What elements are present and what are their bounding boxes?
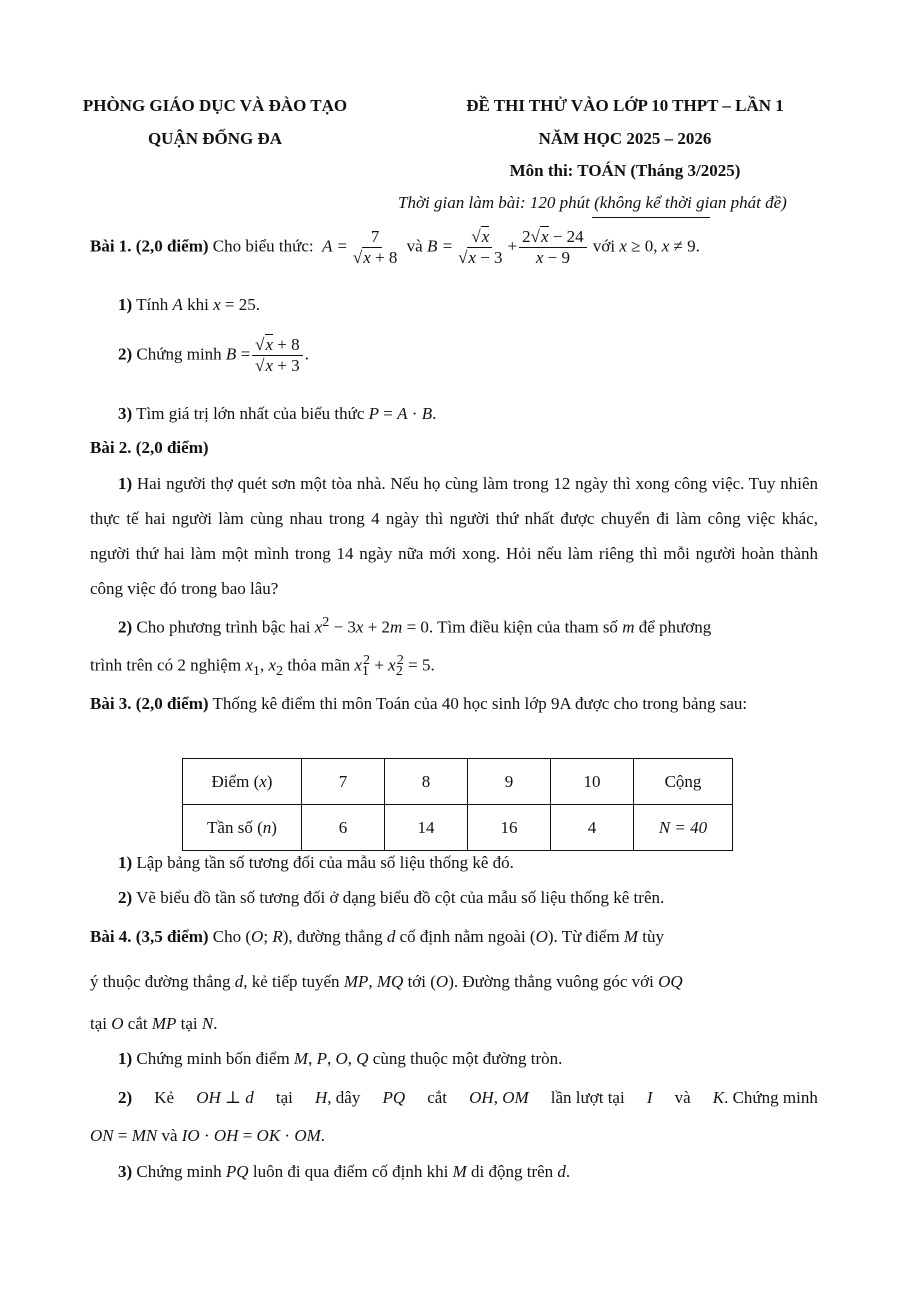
bai2-p2-text-b: . Tìm điều kiện của tham số [428,617,618,637]
school-dept-line1: PHÒNG GIÁO DỤC VÀ ĐÀO TẠO [82,96,348,115]
bai1-q1-when: khi [187,295,209,314]
bai1-q2: 2) Chứng minh B = $\frac{√x + 8}{√x + 3}$ . [118,335,309,375]
bai3-q1-text: Lập bảng tần số tương đối của mẫu số liệu thống kê đó. [136,853,514,872]
frac-B2: $\frac{2√x - 24}{x - 9}$ [519,228,586,267]
bai4-line2: ý thuộc đường thẳng d, kẻ tiếp tuyến MP, MQ tới (O). Đường thẳng vuông góc với OQ [90,972,683,991]
bai1-q1-text: Tính [136,295,169,314]
bai1-condition-expr: x [619,236,627,256]
bai4-q2-line2: ON = MN và IO · OH = OK · OM. [90,1126,326,1145]
bai1-and: và [406,236,423,256]
table-row [183,805,733,851]
bai2-p2-text-c: để phương [638,617,712,637]
table-cell-header: Tần số (n) [183,805,302,851]
bai2-p2-line1: 2) Cho phương trình bậc hai $x^2 - 3x + 2m = 0$. Tìm điều kiện của tham số m để phương [118,614,712,637]
header-underline [592,217,710,218]
bai2-p2-text-e: thỏa mãn [287,655,351,675]
bai2-p2-num: 2) [118,617,133,637]
bai4-q1-num: 1) [118,1049,133,1068]
table-row [183,759,733,805]
bai1-q2-num: 2) [118,344,133,364]
bai1-q3-num: 3) [118,404,133,423]
school-dept-line2: QUẬN ĐỐNG ĐA [147,129,283,148]
bai4-title: Bài 4. (3,5 điểm) [90,927,209,946]
table-cell: Cộng [634,759,733,805]
bai1-title: Bài 1. (2,0 điểm) [90,236,209,256]
bai1-q2-text: Chứng minh [136,344,222,364]
bai1-intro: Cho biểu thức: [212,236,314,256]
bai3-intro [90,686,818,721]
bai2-p1-num: 1) [118,474,133,493]
bai4-q2-num: 2) [118,1088,133,1107]
frac-A: $\frac{7}{√x + 8}$ [352,227,398,267]
table-cell: 4 [551,805,634,851]
bai4-line1: Bài 4. (3,5 điểm) Cho (O; R), đường thẳng d cố định nằm ngoài (O). Từ điểm M tùy [90,927,664,946]
bai1-cond: với [592,236,616,256]
bai3-q2-num: 2) [118,888,133,907]
bai2-p2-text-a: Cho phương trình bậc hai [136,617,311,637]
table-cell: N = 40 [634,805,733,851]
frac-B-simplified: $\frac{√x + 8}{√x + 3}$ [252,336,302,375]
table-cell: 8 [385,759,468,805]
bai2-p2-text-d: trình trên có 2 nghiệm [90,655,242,675]
bai4-q3-num: 3) [118,1162,133,1181]
table-cell: 14 [385,805,468,851]
bai2-p1-text: Hai người thợ quét sơn một tòa nhà. Nếu họ cùng làm trong 12 ngày thì xong công việc. Tuy nhiên thực tế hai người làm cùng nhau trong 4 ngày thì người thứ nhất được chuyển đi làm công việc khác, người thứ hai làm một mình trong 14 ngày nữa mới xong. Hỏi nếu làm riêng thì mỗi người hoàn thành công việc đó trong bao lâu? [90,474,819,598]
bai3-q2-text: Vẽ biểu đồ tần số tương đối ở dạng biểu đồ cột của mẫu số liệu thống kê trên. [136,888,665,907]
bai4-q3: 3) Chứng minh PQ luôn đi qua điểm cố định khi M di động trên d. [118,1162,571,1181]
bai2-p2-line2: trình trên có 2 nghiệm $x_1$, $x_2$ thỏa mãn $x_1^2 + x_2^2 = 5$. [90,652,435,680]
bai3-q1 [118,853,514,873]
bai3-q2 [118,888,664,908]
bai1-q1: 1) Tính A khi x = 25. [118,295,260,314]
bai1-q3: 3) Tìm giá trị lớn nhất của biểu thức P = A · B. [118,404,437,423]
expr-B: B = [426,236,454,256]
table-cell: 7 [302,759,385,805]
school-year: NĂM HỌC 2025 – 2026 [538,129,712,148]
expr-A: A = [317,236,348,256]
bai2-title: Bài 2. (2,0 điểm) [90,438,209,457]
exam-title: ĐỀ THI THỬ VÀO LỚP 10 THPT – LẦN 1 [466,96,784,115]
bai4-q1: 1) Chứng minh bốn điểm M, P, O, Q cùng thuộc một đường tròn. [118,1049,563,1068]
table-cell: 9 [468,759,551,805]
bai3-q1-num: 1) [118,853,133,872]
subject-line: Môn thi: TOÁN (Tháng 3/2025) [509,161,741,180]
bai1-q1-num: 1) [118,295,133,314]
bai4-q2-line1: 2) Kẻ OH ⊥ d tại H, dây PQ cắt OH, OM lần lượt tại I và K. Chứng minh [118,1088,818,1107]
bai2-p1 [90,466,818,606]
table-cell-header: Điểm (x) [183,759,302,805]
bai1-q3-text: Tìm giá trị lớn nhất của biểu thức [136,404,365,423]
frequency-table [182,758,733,851]
bai3-title: Bài 3. (2,0 điểm) [90,694,209,713]
bai1-header-line: Bài 1. (2,0 điểm) Cho biểu thức: A = $\frac{7}{√x + 8}$ và B = $\frac{√x}{√x - 3}$ + $\frac{2√x - 24}{x - 9}$ với x ≥ 0, x ≠ 9. [90,227,700,267]
frac-B1: $\frac{√x}{√x - 3}$ [458,227,503,267]
table-cell: 6 [302,805,385,851]
bai4-line3: tại O cắt MP tại N. [90,1014,218,1033]
time-note: Thời gian làm bài: 120 phút (không kể thời gian phát đề) [398,193,787,212]
table-cell: 10 [551,759,634,805]
table-cell: 16 [468,805,551,851]
bai3-text: Thống kê điểm thi môn Toán của 40 học sinh lớp 9A được cho trong bảng sau: [212,694,748,713]
